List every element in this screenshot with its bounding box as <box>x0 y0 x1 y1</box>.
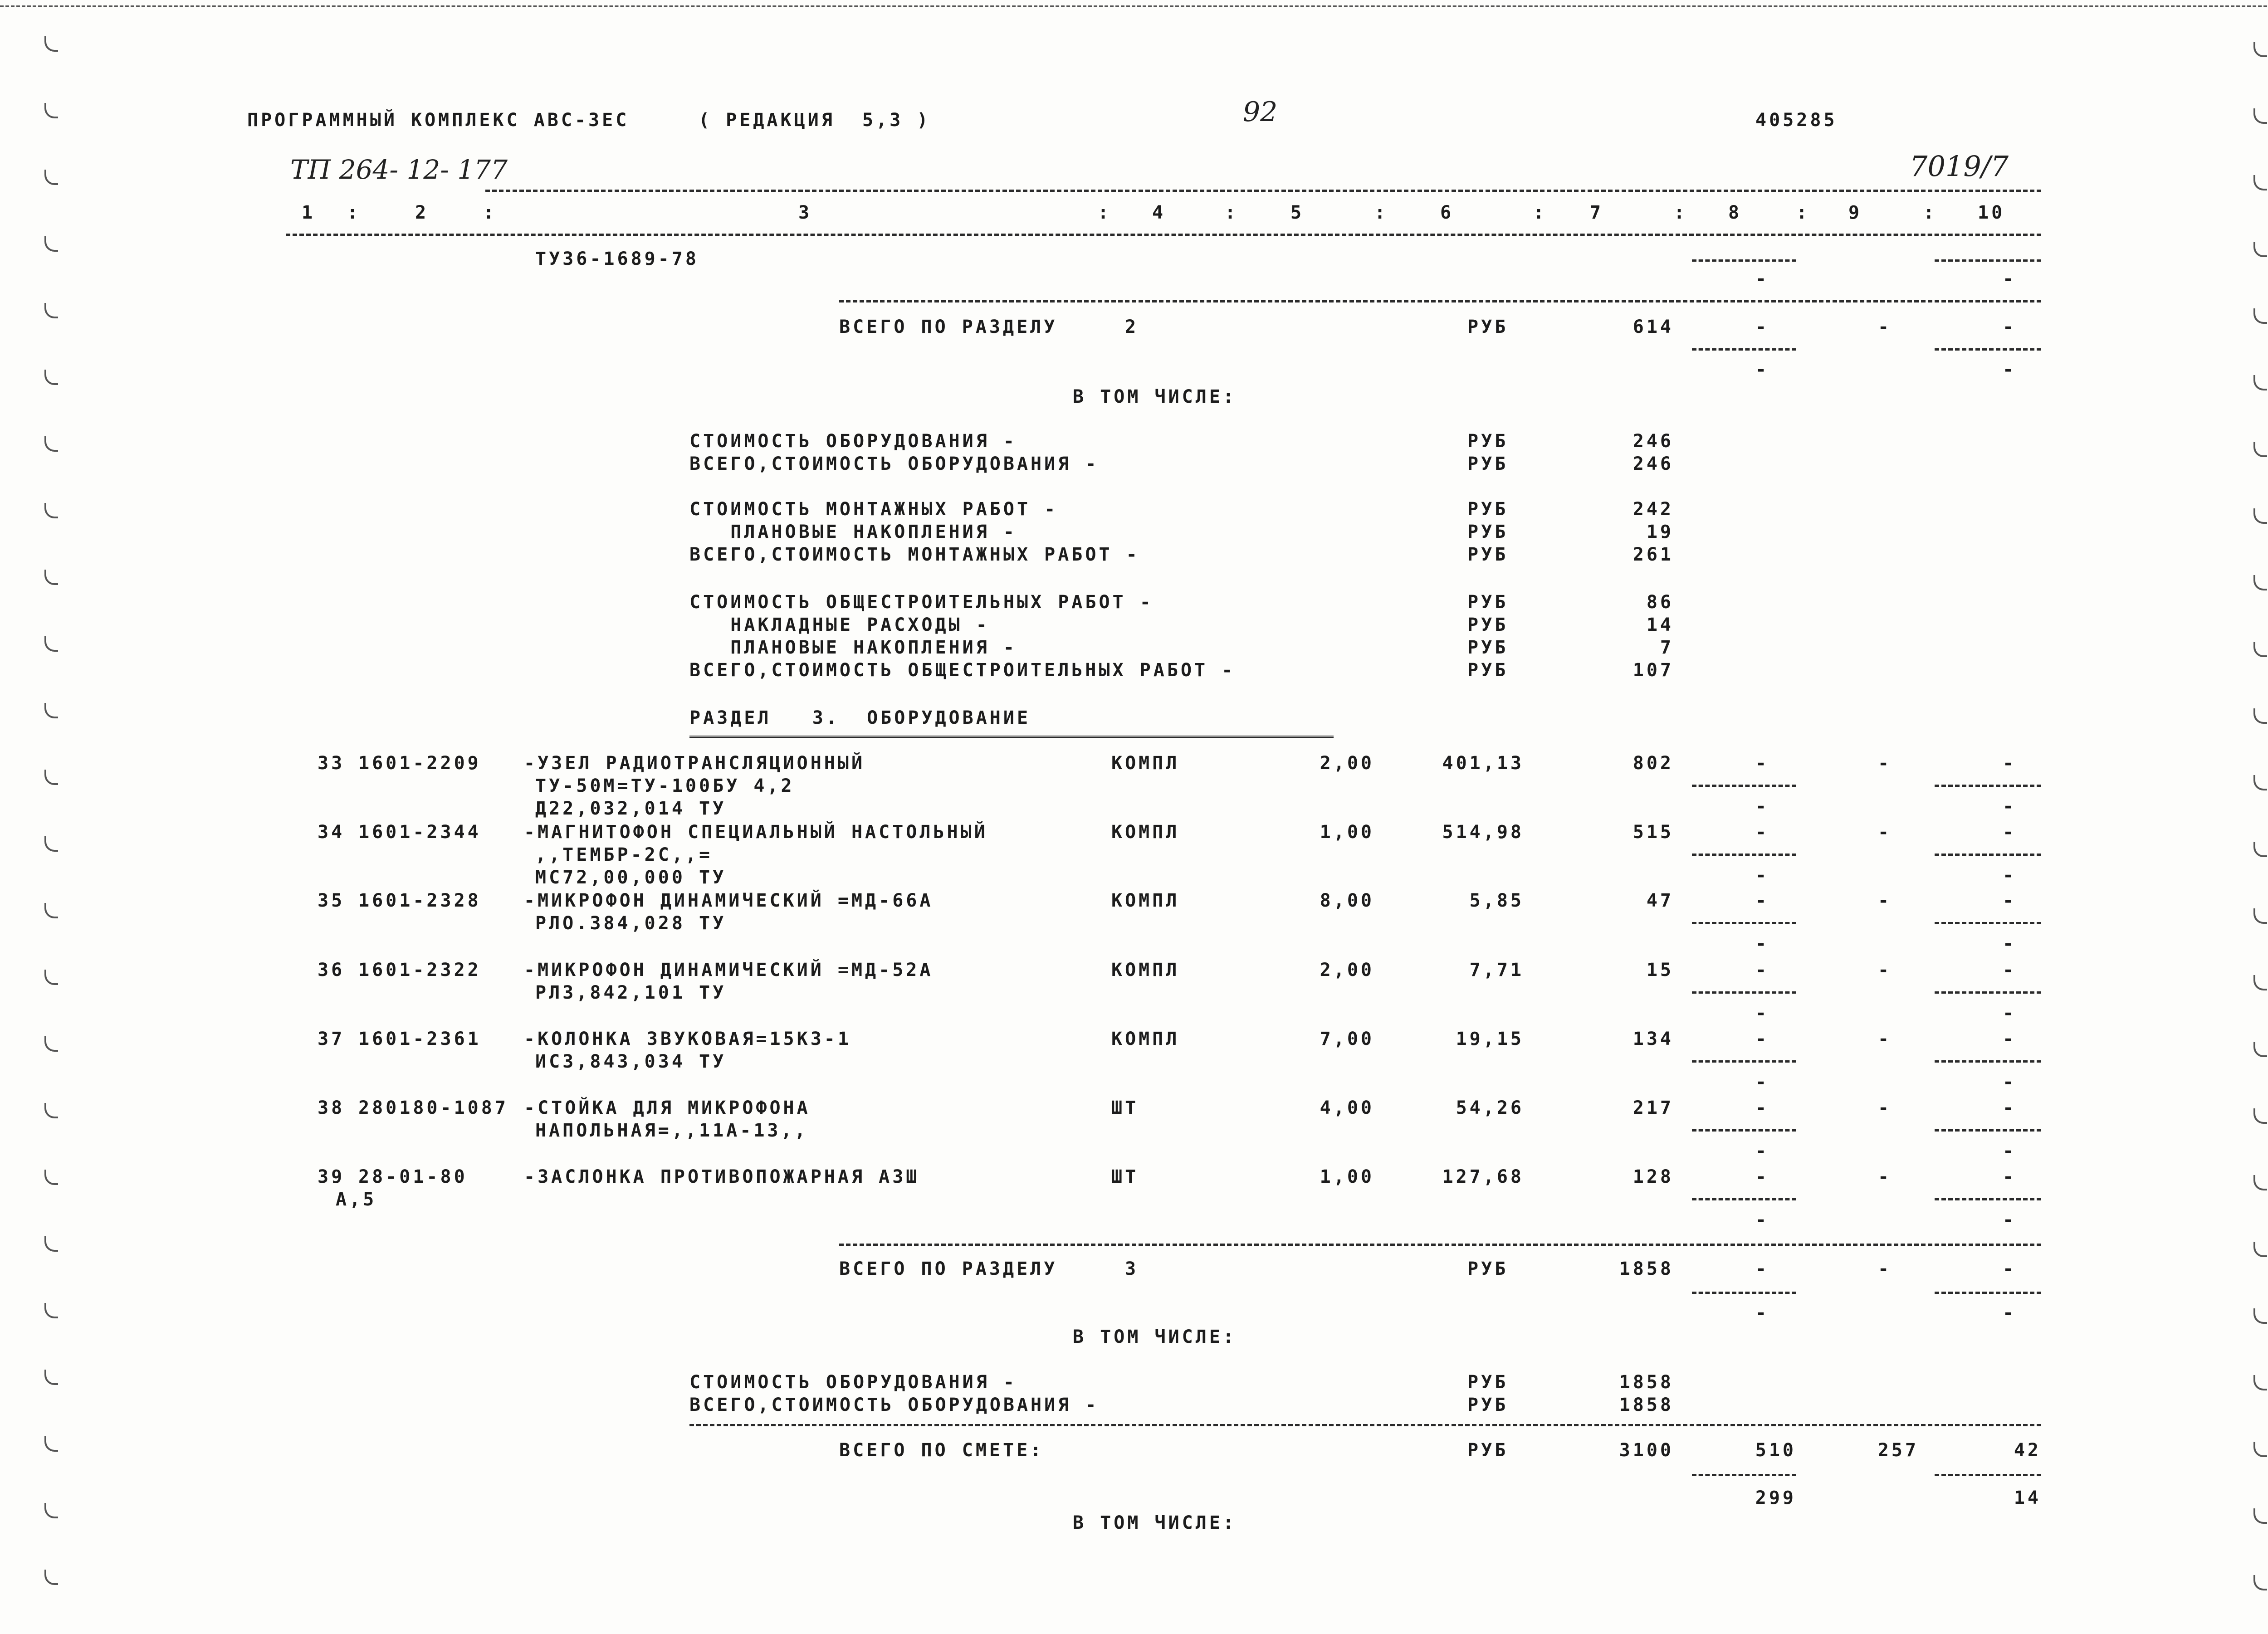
breakdown-label: НАКЛАДНЫЕ РАСХОДЫ - <box>689 615 990 635</box>
breakdown-value: 19 <box>1646 522 1674 542</box>
including-label: В ТОМ ЧИСЛЕ: <box>1073 1327 1237 1347</box>
breakdown-value: 86 <box>1646 592 1674 613</box>
item-description-line: -УЗЕЛ РАДИОТРАНСЛЯЦИОННЫЙ <box>524 753 865 774</box>
mini-rule <box>1935 1129 2041 1132</box>
item-number: 36 <box>318 960 345 980</box>
perforation-mark <box>2253 108 2267 124</box>
item-code-suffix: А,5 <box>336 1189 377 1210</box>
estimate-total-label: ВСЕГО ПО СМЕТЕ: <box>839 1440 1044 1461</box>
item-description-line: -МАГНИТОФОН СПЕЦИАЛЬНЫЙ НАСТОЛЬНЫЙ <box>524 822 988 843</box>
breakdown-unit: РУБ <box>1467 615 1509 635</box>
perforation-mark <box>44 970 58 985</box>
item-col10-low: - <box>2003 1210 2017 1230</box>
item-col8: - <box>1755 753 1769 774</box>
breakdown-value: 246 <box>1633 431 1674 452</box>
item-unit-price: 5,85 <box>1469 890 1524 911</box>
breakdown-unit: РУБ <box>1467 592 1509 613</box>
item-description-line: -МИКРОФОН ДИНАМИЧЕСКИЙ =МД-66А <box>524 890 934 911</box>
item-col9: - <box>1878 1029 1892 1049</box>
breakdown-label: СТОИМОСТЬ МОНТАЖНЫХ РАБОТ - <box>689 499 1058 520</box>
col-sep: : <box>1674 202 1688 223</box>
breakdown-value: 107 <box>1633 660 1674 681</box>
col-7: 7 <box>1590 202 1604 223</box>
item-description-line: РЛ3,842,101 ТУ <box>535 982 727 1003</box>
total-col9: - <box>1878 1258 1892 1279</box>
estimate-total-col9: 257 <box>1877 1440 1919 1461</box>
breakdown-unit: РУБ <box>1467 431 1509 452</box>
item-code: 1601-2361 <box>358 1029 481 1049</box>
item-amount: 128 <box>1633 1166 1674 1187</box>
perforation-mark <box>2253 842 2267 857</box>
breakdown-label: ПЛАНОВЫЕ НАКОПЛЕНИЯ - <box>689 522 1017 542</box>
item-col10: - <box>2003 753 2017 774</box>
item-quantity: 1,00 <box>1320 1166 1374 1187</box>
item-col8: - <box>1755 890 1769 911</box>
col-6: 6 <box>1440 202 1454 223</box>
item-col10-low: - <box>2003 796 2017 817</box>
item-code: 28-01-80 <box>358 1166 468 1187</box>
item-quantity: 2,00 <box>1320 753 1374 774</box>
item-description-line: МС72,00,000 ТУ <box>535 867 727 888</box>
total-col10-low: - <box>2003 359 2017 380</box>
perforation-mark <box>2253 242 2267 257</box>
item-col10-low: - <box>2003 1141 2017 1161</box>
perforation-mark <box>2253 375 2267 390</box>
perforation-mark <box>44 1303 58 1318</box>
perforation-mark <box>2253 775 2267 790</box>
item-quantity: 4,00 <box>1320 1097 1374 1118</box>
mini-rule <box>1692 1474 1796 1476</box>
item-number: 33 <box>318 753 345 774</box>
total-col10: - <box>2003 317 2017 337</box>
item-unit: КОМПЛ <box>1111 1029 1180 1049</box>
mini-rule <box>1692 1292 1796 1294</box>
item-number: 37 <box>318 1029 345 1049</box>
perforation-mark <box>44 370 58 385</box>
perforation-mark <box>2253 42 2267 57</box>
breakdown-value: 261 <box>1633 544 1674 565</box>
section3-title: РАЗДЕЛ 3. ОБОРУДОВАНИЕ <box>689 707 1031 728</box>
item-col8-low: - <box>1755 1210 1769 1230</box>
breakdown-label: СТОИМОСТЬ ОБЩЕСТРОИТЕЛЬНЫХ РАБОТ - <box>689 592 1154 613</box>
mini-rule <box>1692 259 1796 262</box>
mini-rule <box>1692 1198 1796 1200</box>
item-code: 1601-2209 <box>358 753 481 774</box>
item-code: 1601-2322 <box>358 960 481 980</box>
breakdown-value: 7 <box>1660 637 1674 658</box>
item-col9: - <box>1878 1166 1892 1187</box>
item-description-line: Д22,032,014 ТУ <box>535 798 727 819</box>
perforation-mark <box>44 1103 58 1118</box>
item-description-line: -ЗАСЛОНКА ПРОТИВОПОЖАРНАЯ АЗШ <box>524 1166 920 1187</box>
total-section-number: 3 <box>1125 1258 1139 1279</box>
estimate-total-col10: 42 <box>2014 1440 2041 1461</box>
section2-total-rule <box>839 300 2041 302</box>
perforation-mark <box>2253 642 2267 657</box>
mini-rule <box>1692 854 1796 856</box>
mini-rule <box>1692 1060 1796 1063</box>
total-col8: - <box>1755 317 1769 337</box>
mini-rule <box>1935 1060 2041 1063</box>
perforation-mark <box>2253 1242 2267 1257</box>
breakdown-value: 1858 <box>1619 1372 1674 1393</box>
item-col10: - <box>2003 1166 2017 1187</box>
item-unit: КОМПЛ <box>1111 753 1180 774</box>
handwritten-project-code: ТП 264- 12- 177 <box>290 154 508 185</box>
col-sep: : <box>1098 202 1112 223</box>
item-col9: - <box>1878 753 1892 774</box>
breakdown-label: СТОИМОСТЬ ОБОРУДОВАНИЯ - <box>689 431 1017 452</box>
including-label-bottom: В ТОМ ЧИСЛЕ: <box>1073 1512 1237 1533</box>
col-sep: : <box>483 202 497 223</box>
item-description-line: -СТОЙКА ДЛЯ МИКРОФОНА <box>524 1097 811 1118</box>
item-description-line: ТУ-50М=ТУ-100БУ 4,2 <box>535 776 795 796</box>
perforation-mark <box>2253 175 2267 190</box>
total-section-number: 2 <box>1125 317 1139 337</box>
total-amount: 1858 <box>1619 1258 1674 1279</box>
perforation-mark <box>44 1370 58 1385</box>
estimate-total-col10-low: 14 <box>2014 1488 2041 1508</box>
item-unit: КОМПЛ <box>1111 822 1180 843</box>
perforation-mark <box>44 570 58 585</box>
mini-rule <box>1935 1198 2041 1200</box>
col-5: 5 <box>1290 202 1305 223</box>
perforation-mark <box>44 236 58 252</box>
col-sep: : <box>1796 202 1810 223</box>
item-unit-price: 127,68 <box>1442 1166 1524 1187</box>
perforation-mark <box>44 436 58 452</box>
item-unit-price: 514,98 <box>1442 822 1524 843</box>
perforation-mark <box>44 770 58 785</box>
document-code: 405285 <box>1755 110 1838 131</box>
col-8: 8 <box>1728 202 1742 223</box>
top-tear-line <box>0 5 2268 7</box>
item-col8: - <box>1755 1166 1769 1187</box>
mini-rule <box>1935 348 2041 351</box>
perforation-mark <box>2253 1042 2267 1057</box>
item-unit: КОМПЛ <box>1111 960 1180 980</box>
estimate-total-rule <box>689 1424 2041 1426</box>
mini-rule <box>1692 785 1796 787</box>
item-quantity: 2,00 <box>1320 960 1374 980</box>
item-col9: - <box>1878 822 1892 843</box>
item-col10: - <box>2003 890 2017 911</box>
breakdown-unit: РУБ <box>1467 1395 1509 1415</box>
col-sep: : <box>1225 202 1239 223</box>
perforation-mark <box>44 170 58 185</box>
perforation-mark <box>44 103 58 118</box>
breakdown-label: ВСЕГО,СТОИМОСТЬ ОБОРУДОВАНИЯ - <box>689 454 1099 474</box>
perforation-mark <box>44 1170 58 1185</box>
item-amount: 802 <box>1633 753 1674 774</box>
estimate-total-amount: 3100 <box>1619 1440 1674 1461</box>
item-col8: - <box>1755 822 1769 843</box>
perforation-mark <box>44 1436 58 1452</box>
perforation-mark <box>2253 308 2267 324</box>
breakdown-value: 14 <box>1646 615 1674 635</box>
item-col8: - <box>1755 1029 1769 1049</box>
estimate-total-col8: 510 <box>1755 1440 1796 1461</box>
item-col8-low: - <box>1755 1072 1769 1093</box>
mini-rule <box>1935 259 2041 262</box>
col-9: 9 <box>1848 202 1862 223</box>
item-col10-low: - <box>2003 1003 2017 1024</box>
perforation-mark <box>2253 575 2267 590</box>
perforation-mark <box>2253 1108 2267 1124</box>
item-description-line: -МИКРОФОН ДИНАМИЧЕСКИЙ =МД-52А <box>524 960 934 980</box>
perforation-mark <box>2253 908 2267 924</box>
item-quantity: 1,00 <box>1320 822 1374 843</box>
total-col8-low: - <box>1755 359 1769 380</box>
total-unit: РУБ <box>1467 1258 1509 1279</box>
mini-rule <box>1935 854 2041 856</box>
item-col10: - <box>2003 1029 2017 1049</box>
item-amount: 15 <box>1646 960 1674 980</box>
item-quantity: 8,00 <box>1320 890 1374 911</box>
item-code: 1601-2344 <box>358 822 481 843</box>
breakdown-unit: РУБ <box>1467 454 1509 474</box>
mini-rule <box>1692 922 1796 924</box>
item-col8: - <box>1755 960 1769 980</box>
col-2: 2 <box>415 202 429 223</box>
item-col10: - <box>2003 1097 2017 1118</box>
cell-dash: - <box>1755 268 1769 289</box>
perforation-mark <box>44 303 58 318</box>
perforation-mark <box>44 36 58 52</box>
breakdown-unit: РУБ <box>1467 544 1509 565</box>
item-number: 35 <box>318 890 345 911</box>
breakdown-label: ВСЕГО,СТОИМОСТЬ ОБОРУДОВАНИЯ - <box>689 1395 1099 1415</box>
cell-dash: - <box>2003 268 2017 289</box>
perforation-mark <box>2253 442 2267 457</box>
total-amount: 614 <box>1633 317 1674 337</box>
total-col10-low: - <box>2003 1302 2017 1323</box>
item-amount: 515 <box>1633 822 1674 843</box>
item-unit-price: 7,71 <box>1469 960 1524 980</box>
item-description-line: ИС3,843,034 ТУ <box>535 1051 727 1072</box>
breakdown-unit: РУБ <box>1467 660 1509 681</box>
breakdown-label: СТОИМОСТЬ ОБОРУДОВАНИЯ - <box>689 1372 1017 1393</box>
perforation-mark <box>2253 508 2267 524</box>
total-label: ВСЕГО ПО РАЗДЕЛУ <box>839 317 1058 337</box>
item-number: 34 <box>318 822 345 843</box>
item-description-line: РЛО.384,028 ТУ <box>535 913 727 934</box>
item-unit-price: 54,26 <box>1456 1097 1524 1118</box>
item-unit: ШТ <box>1111 1097 1139 1118</box>
col-sep: : <box>347 202 361 223</box>
item-col10: - <box>2003 822 2017 843</box>
top-note: ТУ36-1689-78 <box>535 249 699 269</box>
mini-rule <box>1692 1129 1796 1132</box>
breakdown-value: 1858 <box>1619 1395 1674 1415</box>
mini-rule <box>1935 785 2041 787</box>
estimate-total-col8-low: 299 <box>1755 1488 1796 1508</box>
edition-label: ( РЕДАКЦИЯ 5,3 ) <box>699 110 931 131</box>
item-description-line: ,,ТЕМБР-2С,,= <box>535 844 713 865</box>
item-col8-low: - <box>1755 1141 1769 1161</box>
breakdown-value: 242 <box>1633 499 1674 520</box>
item-col8-low: - <box>1755 1003 1769 1024</box>
item-col8-low: - <box>1755 933 1769 954</box>
item-col10: - <box>2003 960 2017 980</box>
section3-total-rule <box>839 1244 2041 1246</box>
perforation-mark <box>2253 1442 2267 1457</box>
total-col8: - <box>1755 1258 1769 1279</box>
item-amount: 47 <box>1646 890 1674 911</box>
total-col8-low: - <box>1755 1302 1769 1323</box>
item-number: 39 <box>318 1166 345 1187</box>
perforation-mark <box>44 636 58 652</box>
item-col10-low: - <box>2003 1072 2017 1093</box>
perforation-mark <box>44 1503 58 1518</box>
item-col8: - <box>1755 1097 1769 1118</box>
col-sep: : <box>1533 202 1547 223</box>
col-10: 10 <box>1978 202 2005 223</box>
col-sep: : <box>1374 202 1388 223</box>
item-col10-low: - <box>2003 933 2017 954</box>
total-col9: - <box>1878 317 1892 337</box>
item-unit-price: 401,13 <box>1442 753 1524 774</box>
total-unit: РУБ <box>1467 317 1509 337</box>
mini-rule <box>1692 348 1796 351</box>
col-1: 1 <box>302 202 316 223</box>
perforation-mark <box>2253 1508 2267 1524</box>
item-description-line: -КОЛОНКА ЗВУКОВАЯ=15КЗ-1 <box>524 1029 851 1049</box>
perforation-mark <box>2253 975 2267 990</box>
breakdown-label: ПЛАНОВЫЕ НАКОПЛЕНИЯ - <box>689 637 1017 658</box>
item-unit-price: 19,15 <box>1456 1029 1524 1049</box>
col-3: 3 <box>798 202 812 223</box>
item-amount: 217 <box>1633 1097 1674 1118</box>
perforation-mark <box>44 1236 58 1252</box>
perforation-mark <box>44 703 58 718</box>
breakdown-label: ВСЕГО,СТОИМОСТЬ ОБЩЕСТРОИТЕЛЬНЫХ РАБОТ - <box>689 660 1236 681</box>
perforation-mark <box>2253 708 2267 724</box>
item-col9: - <box>1878 890 1892 911</box>
mini-rule <box>1935 1474 2041 1476</box>
item-col8-low: - <box>1755 865 1769 886</box>
item-unit: КОМПЛ <box>1111 890 1180 911</box>
item-col9: - <box>1878 1097 1892 1118</box>
handwritten-sheet-code: 7019/7 <box>1910 150 2009 183</box>
item-unit: ШТ <box>1111 1166 1139 1187</box>
mini-rule <box>1692 991 1796 994</box>
breakdown-unit: РУБ <box>1467 637 1509 658</box>
perforation-mark <box>2253 1375 2267 1390</box>
breakdown-label: ВСЕГО,СТОИМОСТЬ МОНТАЖНЫХ РАБОТ - <box>689 544 1140 565</box>
item-col8-low: - <box>1755 796 1769 817</box>
mini-rule <box>1935 922 2041 924</box>
col-4: 4 <box>1152 202 1166 223</box>
perforation-mark <box>44 903 58 918</box>
column-header-rule <box>286 234 2041 236</box>
header-rule <box>485 190 2041 192</box>
item-quantity: 7,00 <box>1320 1029 1374 1049</box>
program-name: ПРОГРАММНЫЙ КОМПЛЕКС АВС-3ЕС <box>247 110 630 131</box>
breakdown-unit: РУБ <box>1467 1372 1509 1393</box>
page-number: 92 <box>1243 96 1278 128</box>
perforation-mark <box>44 1036 58 1052</box>
item-amount: 134 <box>1633 1029 1674 1049</box>
perforation-mark <box>2253 1175 2267 1190</box>
estimate-total-unit: РУБ <box>1467 1440 1509 1461</box>
breakdown-unit: РУБ <box>1467 522 1509 542</box>
mini-rule <box>1935 1292 2041 1294</box>
total-col10: - <box>2003 1258 2017 1279</box>
perforation-mark <box>44 836 58 852</box>
breakdown-value: 246 <box>1633 454 1674 474</box>
item-code: 1601-2328 <box>358 890 481 911</box>
breakdown-unit: РУБ <box>1467 499 1509 520</box>
including-label: В ТОМ ЧИСЛЕ: <box>1073 386 1237 407</box>
perforation-mark <box>2253 1575 2267 1590</box>
item-number: 38 <box>318 1097 345 1118</box>
col-sep: : <box>1923 202 1937 223</box>
perforation-mark <box>44 503 58 518</box>
total-label: ВСЕГО ПО РАЗДЕЛУ <box>839 1258 1058 1279</box>
mini-rule <box>1935 991 2041 994</box>
item-description-line: НАПОЛЬНАЯ=,,11А-13,, <box>535 1120 808 1141</box>
section3-title-underline <box>689 736 1334 738</box>
perforation-mark <box>44 1570 58 1585</box>
item-col10-low: - <box>2003 865 2017 886</box>
item-col9: - <box>1878 960 1892 980</box>
item-code: 280180-1087 <box>358 1097 508 1118</box>
perforation-mark <box>2253 1308 2267 1324</box>
